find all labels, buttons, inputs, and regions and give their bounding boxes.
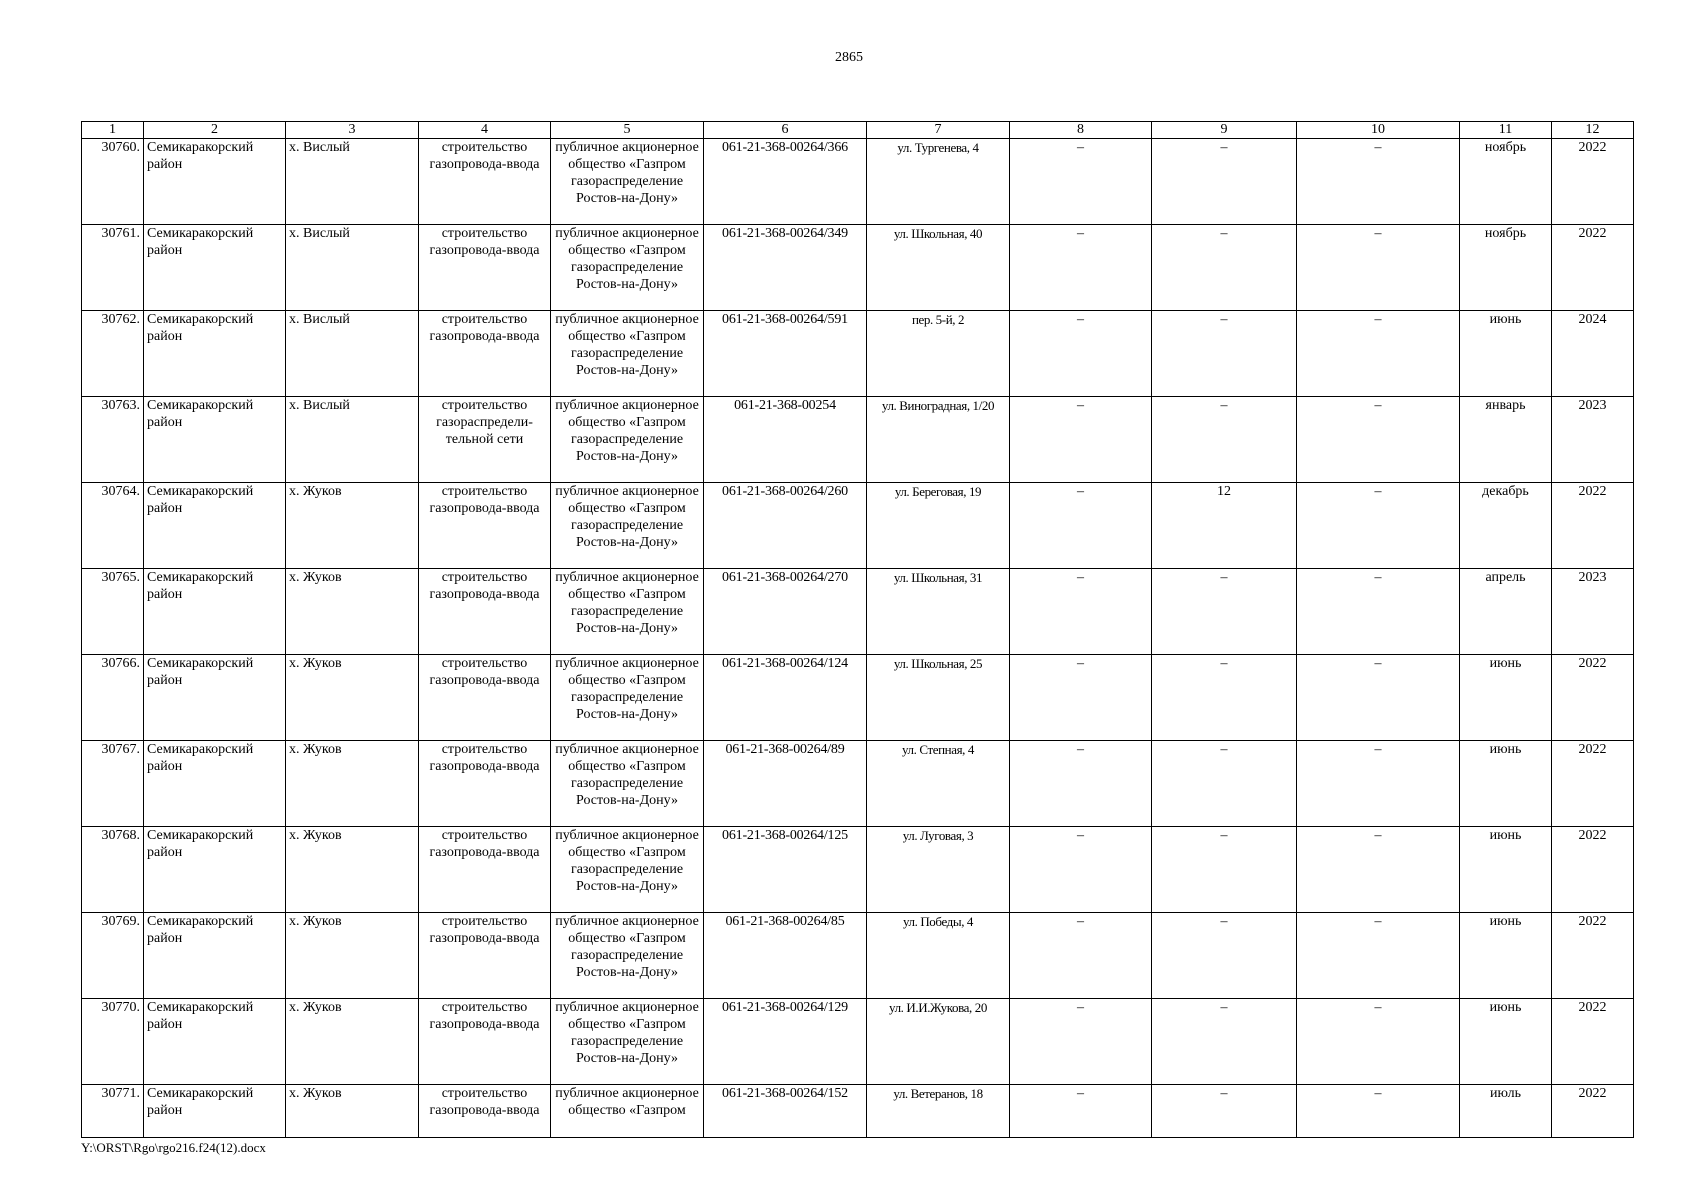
column-10-cell: – (1297, 569, 1460, 655)
work-type-cell: строительство газопровода-ввода (419, 311, 551, 397)
row-number: 30760. (82, 139, 144, 225)
organization-cell: публичное акционерное общество «Газпром газораспределение Ростов-на-Дону» (551, 569, 704, 655)
work-type-cell: строительство газопровода-ввода (419, 999, 551, 1085)
locality-cell: х. Вислый (286, 139, 419, 225)
district-cell: Семикаракорский район (144, 999, 286, 1085)
year-cell: 2022 (1552, 225, 1634, 311)
column-header: 2 (144, 122, 286, 139)
column-header: 10 (1297, 122, 1460, 139)
address-cell: пер. 5-й, 2 (867, 311, 1010, 397)
column-9-cell: 12 (1152, 483, 1297, 569)
organization-cell: публичное акционерное общество «Газпром газораспределение Ростов-на-Дону» (551, 741, 704, 827)
work-type-cell: строительство газопровода-ввода (419, 913, 551, 999)
district-cell: Семикаракорский район (144, 741, 286, 827)
column-8-cell: – (1010, 913, 1152, 999)
column-9-cell: – (1152, 913, 1297, 999)
document-number-cell: 061-21-368-00264/129 (704, 999, 867, 1085)
table-row (82, 397, 1634, 483)
organization-cell: публичное акционерное общество «Газпром газораспределение Ростов-на-Дону» (551, 827, 704, 913)
column-8-cell: – (1010, 827, 1152, 913)
district-cell: Семикаракорский район (144, 655, 286, 741)
month-cell: июнь (1460, 741, 1552, 827)
locality-cell: х. Вислый (286, 397, 419, 483)
year-cell: 2022 (1552, 999, 1634, 1085)
document-number-cell: 061-21-368-00264/89 (704, 741, 867, 827)
locality-cell: х. Жуков (286, 999, 419, 1085)
organization-cell: публичное акционерное общество «Газпром газораспределение Ростов-на-Дону» (551, 311, 704, 397)
address-cell: ул. Школьная, 31 (867, 569, 1010, 655)
address-cell: ул. Победы, 4 (867, 913, 1010, 999)
column-10-cell: – (1297, 139, 1460, 225)
column-header: 12 (1552, 122, 1634, 139)
locality-cell: х. Вислый (286, 311, 419, 397)
row-number: 30768. (82, 827, 144, 913)
page-number: 2865 (835, 50, 863, 65)
district-cell: Семикаракорский район (144, 139, 286, 225)
work-type-cell: строительство газопровода-ввода (419, 483, 551, 569)
organization-cell: публичное акционерное общество «Газпром (551, 1085, 704, 1138)
work-type-cell: строительство газопровода-ввода (419, 225, 551, 311)
month-cell: декабрь (1460, 483, 1552, 569)
district-cell: Семикаракорский район (144, 311, 286, 397)
table-row (82, 913, 1634, 999)
column-10-cell: – (1297, 225, 1460, 311)
locality-cell: х. Жуков (286, 827, 419, 913)
district-cell: Семикаракорский район (144, 397, 286, 483)
column-8-cell: – (1010, 999, 1152, 1085)
column-8-cell: – (1010, 311, 1152, 397)
work-type-cell: строительство газопровода-ввода (419, 655, 551, 741)
month-cell: ноябрь (1460, 225, 1552, 311)
column-9-cell: – (1152, 827, 1297, 913)
file-path-footer: Y:\ORST\Rgo\rgo216.f24(12).docx (81, 1140, 266, 1155)
organization-cell: публичное акционерное общество «Газпром газораспределение Ростов-на-Дону» (551, 999, 704, 1085)
year-cell: 2022 (1552, 741, 1634, 827)
organization-cell: публичное акционерное общество «Газпром газораспределение Ростов-на-Дону» (551, 913, 704, 999)
table-row (82, 827, 1634, 913)
locality-cell: х. Жуков (286, 913, 419, 999)
column-10-cell: – (1297, 1085, 1460, 1138)
column-9-cell: – (1152, 139, 1297, 225)
year-cell: 2022 (1552, 827, 1634, 913)
table-row (82, 139, 1634, 225)
column-header: 7 (867, 122, 1010, 139)
document-number-cell: 061-21-368-00264/270 (704, 569, 867, 655)
column-10-cell: – (1297, 655, 1460, 741)
organization-cell: публичное акционерное общество «Газпром газораспределение Ростов-на-Дону» (551, 397, 704, 483)
column-header: 6 (704, 122, 867, 139)
locality-cell: х. Жуков (286, 741, 419, 827)
document-number-cell: 061-21-368-00264/591 (704, 311, 867, 397)
address-cell: ул. Ветеранов, 18 (867, 1085, 1010, 1138)
column-10-cell: – (1297, 483, 1460, 569)
column-10-cell: – (1297, 913, 1460, 999)
column-9-cell: – (1152, 1085, 1297, 1138)
organization-cell: публичное акционерное общество «Газпром газораспределение Ростов-на-Дону» (551, 139, 704, 225)
district-cell: Семикаракорский район (144, 913, 286, 999)
work-type-cell: строительство газопровода-ввода (419, 827, 551, 913)
month-cell: июнь (1460, 311, 1552, 397)
month-cell: июнь (1460, 655, 1552, 741)
address-cell: ул. Луговая, 3 (867, 827, 1010, 913)
column-9-cell: – (1152, 741, 1297, 827)
table-row (82, 569, 1634, 655)
month-cell: апрель (1460, 569, 1552, 655)
column-header: 3 (286, 122, 419, 139)
header-row (82, 122, 1634, 139)
work-type-cell: строительство газораспредели-тельной сети (419, 397, 551, 483)
address-cell: ул. И.И.Жукова, 20 (867, 999, 1010, 1085)
address-cell: ул. Степная, 4 (867, 741, 1010, 827)
column-header: 1 (82, 122, 144, 139)
organization-cell: публичное акционерное общество «Газпром газораспределение Ростов-на-Дону» (551, 225, 704, 311)
document-number-cell: 061-21-368-00264/152 (704, 1085, 867, 1138)
district-cell: Семикаракорский район (144, 225, 286, 311)
work-type-cell: строительство газопровода-ввода (419, 741, 551, 827)
document-number-cell: 061-21-368-00264/125 (704, 827, 867, 913)
column-10-cell: – (1297, 741, 1460, 827)
column-9-cell: – (1152, 999, 1297, 1085)
locality-cell: х. Вислый (286, 225, 419, 311)
year-cell: 2022 (1552, 1085, 1634, 1138)
column-8-cell: – (1010, 741, 1152, 827)
column-9-cell: – (1152, 225, 1297, 311)
row-number: 30771. (82, 1085, 144, 1138)
row-number: 30770. (82, 999, 144, 1085)
district-cell: Семикаракорский район (144, 483, 286, 569)
locality-cell: х. Жуков (286, 483, 419, 569)
year-cell: 2023 (1552, 397, 1634, 483)
work-type-cell: строительство газопровода-ввода (419, 569, 551, 655)
table-row (82, 999, 1634, 1085)
row-number: 30767. (82, 741, 144, 827)
month-cell: январь (1460, 397, 1552, 483)
month-cell: июнь (1460, 827, 1552, 913)
table-row (82, 741, 1634, 827)
document-number-cell: 061-21-368-00264/366 (704, 139, 867, 225)
column-8-cell: – (1010, 655, 1152, 741)
column-header: 11 (1460, 122, 1552, 139)
address-cell: ул. Виноградная, 1/20 (867, 397, 1010, 483)
document-number-cell: 061-21-368-00264/85 (704, 913, 867, 999)
column-header: 8 (1010, 122, 1152, 139)
work-type-cell: строительство газопровода-ввода (419, 139, 551, 225)
registry-table (81, 121, 1634, 1138)
document-number-cell: 061-21-368-00264/124 (704, 655, 867, 741)
month-cell: июль (1460, 1085, 1552, 1138)
document-number-cell: 061-21-368-00254 (704, 397, 867, 483)
row-number: 30763. (82, 397, 144, 483)
column-10-cell: – (1297, 397, 1460, 483)
organization-cell: публичное акционерное общество «Газпром газораспределение Ростов-на-Дону» (551, 655, 704, 741)
year-cell: 2022 (1552, 913, 1634, 999)
column-9-cell: – (1152, 655, 1297, 741)
year-cell: 2022 (1552, 655, 1634, 741)
address-cell: ул. Школьная, 40 (867, 225, 1010, 311)
row-number: 30764. (82, 483, 144, 569)
column-9-cell: – (1152, 397, 1297, 483)
month-cell: ноябрь (1460, 139, 1552, 225)
locality-cell: х. Жуков (286, 569, 419, 655)
row-number: 30769. (82, 913, 144, 999)
column-9-cell: – (1152, 311, 1297, 397)
district-cell: Семикаракорский район (144, 1085, 286, 1138)
column-8-cell: – (1010, 569, 1152, 655)
locality-cell: х. Жуков (286, 655, 419, 741)
table-row (82, 483, 1634, 569)
column-header: 9 (1152, 122, 1297, 139)
address-cell: ул. Школьная, 25 (867, 655, 1010, 741)
table-row (82, 311, 1634, 397)
column-header: 5 (551, 122, 704, 139)
table-row (82, 225, 1634, 311)
address-cell: ул. Береговая, 19 (867, 483, 1010, 569)
row-number: 30766. (82, 655, 144, 741)
column-header: 4 (419, 122, 551, 139)
work-type-cell: строительство газопровода-ввода (419, 1085, 551, 1138)
document-number-cell: 061-21-368-00264/349 (704, 225, 867, 311)
district-cell: Семикаракорский район (144, 827, 286, 913)
column-10-cell: – (1297, 311, 1460, 397)
year-cell: 2023 (1552, 569, 1634, 655)
column-8-cell: – (1010, 483, 1152, 569)
table-row (82, 1085, 1634, 1138)
district-cell: Семикаракорский район (144, 569, 286, 655)
year-cell: 2022 (1552, 483, 1634, 569)
column-9-cell: – (1152, 569, 1297, 655)
column-8-cell: – (1010, 225, 1152, 311)
document-number-cell: 061-21-368-00264/260 (704, 483, 867, 569)
column-8-cell: – (1010, 1085, 1152, 1138)
month-cell: июнь (1460, 999, 1552, 1085)
year-cell: 2024 (1552, 311, 1634, 397)
column-10-cell: – (1297, 827, 1460, 913)
organization-cell: публичное акционерное общество «Газпром газораспределение Ростов-на-Дону» (551, 483, 704, 569)
address-cell: ул. Тургенева, 4 (867, 139, 1010, 225)
table-row (82, 655, 1634, 741)
year-cell: 2022 (1552, 139, 1634, 225)
locality-cell: х. Жуков (286, 1085, 419, 1138)
column-10-cell: – (1297, 999, 1460, 1085)
row-number: 30762. (82, 311, 144, 397)
month-cell: июнь (1460, 913, 1552, 999)
column-8-cell: – (1010, 139, 1152, 225)
row-number: 30761. (82, 225, 144, 311)
row-number: 30765. (82, 569, 144, 655)
column-8-cell: – (1010, 397, 1152, 483)
